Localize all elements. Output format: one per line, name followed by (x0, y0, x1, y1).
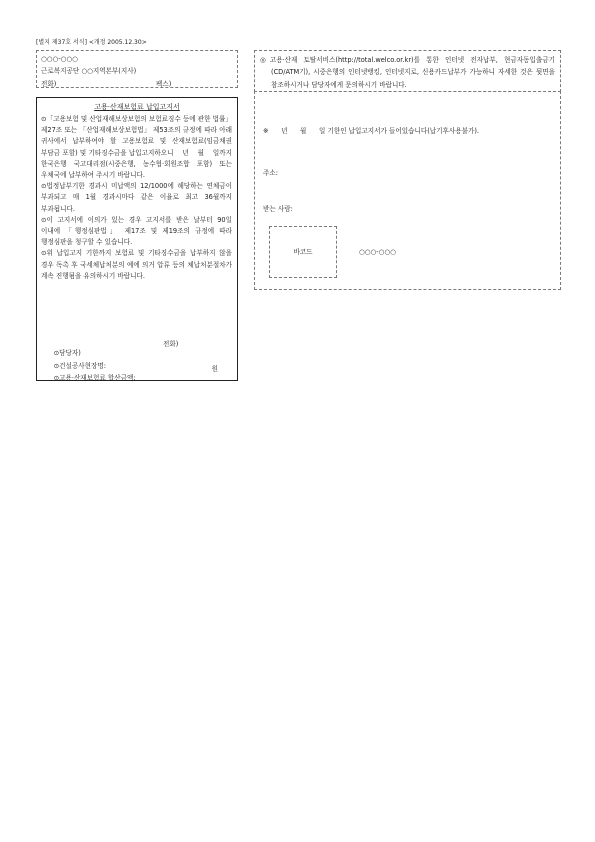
notice-title-text: 고용·산재보험료 납입고지서 (94, 103, 180, 111)
due-date-notice: ※ 년 월 일 기한인 납입고지서가 들어있습니다(납기후사용불가). (263, 127, 480, 135)
recipient-box (254, 91, 561, 290)
notice-body (41, 114, 235, 282)
contact-phone-label: 전화) (163, 340, 179, 348)
barcode-area (269, 226, 337, 278)
recipient-postal-code: ○○○-○○○ (359, 248, 396, 256)
notice-paragraph-delinquency: ⊙위 납입고지 기한까지 보험료 및 기타징수금을 납부하지 않을 경우 독촉 후 국세체납처분의 예에 의거 압류 등의 체납처분절차가 계속 진행됨을 유의하시기 바랍니다. (41, 249, 235, 280)
form-number-header: [별지 제37호 서식] <개정 2005.12.30> (36, 39, 147, 46)
notice-paragraph-late-fee: ⊙법정납부기한 경과시 미납액의 12/1000에 해당하는 연체금이 부과되고 매 1월 경과시마다 같은 이율로 최고 36월까지 부과됩니다. (41, 182, 235, 213)
sender-postal-code: ○○○-○○○ (41, 55, 78, 63)
payment-notice-box (36, 97, 238, 381)
construction-site-label: ⊙건설공사현장명: (53, 362, 106, 370)
notice-paragraph-appeal: ⊙이 고지서에 이의가 있는 경우 고지서를 받은 날부터 90일 이내에 「행정심판법」 제17조 및 제19조의 규정에 따라 행정심판을 청구할 수 있습니다. (41, 215, 235, 247)
total-amount-row (41, 365, 232, 401)
sender-office-name: 근로복지공단 ○○지역본부(지사) (41, 67, 137, 76)
notice-title (37, 103, 237, 112)
recipient-name-label: 받는 사람: (263, 205, 293, 213)
payment-methods-text: ◎고용·산재 토탈서비스(http://total.welco.or.kr)를 통한 인터넷 전자납부, 현금자동입출금기(CD/ATM기), 시중은행의 인터넷뱅킹, 인터넷지로, 신용카드납부가 가능하니 자세한 것은 뒷면을 참조하시거나 담당자에게 문의하시기 바랍니다. (260, 56, 555, 89)
total-amount-label: ⊙고용·산재보험료 합산금액: (53, 374, 136, 382)
payment-methods-box (254, 50, 561, 92)
sender-fax-label: 팩스) (156, 79, 172, 88)
sender-box (36, 50, 238, 88)
total-amount-unit: 원 (211, 365, 218, 373)
notice-paragraph-legal-basis: ⊙「고용보험 및 산업재해보상보험의 보험료징수 등에 관한 법률」 제27조 또는 「산업재해보상보험법」 제53조의 규정에 따라 아래 귀사에서 납부하여야 할 고용보험료 및 산재보험료(임금채권 부담금 포함) 및 기타징수금을 납입고지하오니 년 월 일까지 한국은행 국고대리점(시중은행, 농수협·회원조합 포함) 또는 우체국에 납부하여 주시기 바랍니다. (41, 115, 235, 180)
recipient-address-label: 주소: (263, 169, 278, 177)
sender-contact-row (41, 78, 233, 90)
contact-person-label: ⊙담당자) (53, 349, 81, 357)
barcode-label: 바코드 (293, 248, 313, 256)
sender-phone-label: 전화) (41, 79, 57, 88)
